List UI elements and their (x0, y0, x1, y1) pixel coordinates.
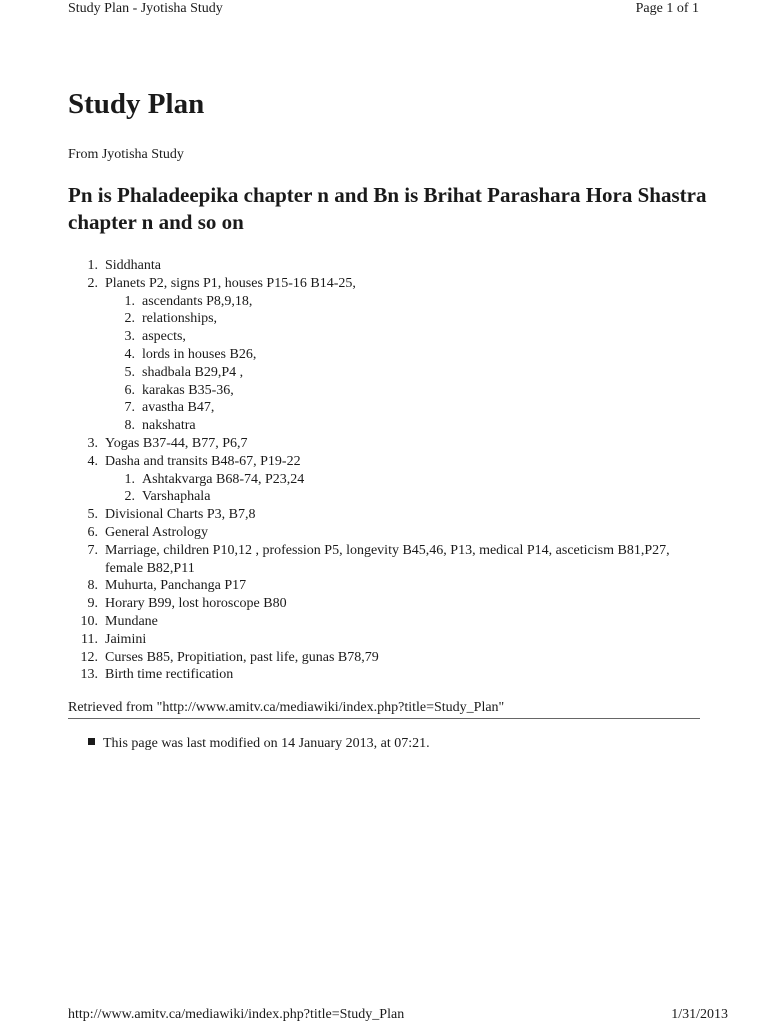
print-footer-date: 1/31/2013 (671, 1007, 728, 1022)
list-item-number: 4. (87, 453, 98, 469)
list-item (68, 435, 688, 453)
list-item (68, 577, 688, 595)
list-item-number: 2. (124, 489, 135, 505)
last-modified-text: This page was last modified on 14 January 2013, at 07:21. (103, 736, 430, 751)
list-item-text: nakshatra (142, 418, 196, 434)
list-item-number: 2. (87, 275, 98, 291)
list-item-text: Divisional Charts P3, B7,8 (105, 507, 256, 523)
list-item-text: aspects, (142, 329, 186, 345)
list-item (68, 506, 688, 524)
list-item (68, 542, 688, 578)
divider (68, 718, 700, 719)
list-item-number: 6. (87, 524, 98, 540)
list-item-text: Mundane (105, 613, 158, 629)
list-item-number: 10. (80, 613, 98, 629)
sub-list-item (68, 488, 688, 506)
sub-list-item (68, 399, 688, 417)
list-item-number: 4. (124, 346, 135, 362)
list-item (68, 595, 688, 613)
list-item-number: 7. (87, 542, 98, 558)
list-item (68, 524, 688, 542)
sub-list-item (68, 382, 688, 400)
list-item-text: Ashtakvarga B68-74, P23,24 (142, 471, 305, 487)
list-item-text: General Astrology (105, 524, 209, 540)
print-header-title: Study Plan - Jyotisha Study (68, 1, 223, 16)
list-item-number: 5. (87, 507, 98, 523)
sub-list-item (68, 417, 688, 435)
list-item-text: Jaimini (105, 631, 147, 647)
list-item-number: 1. (87, 258, 98, 273)
list-item-text: Siddhanta (105, 258, 161, 273)
list-item-text: Muhurta, Panchanga P17 (105, 578, 247, 594)
list-item-text: Varshaphala (142, 489, 211, 505)
list-item-number: 2. (124, 311, 135, 327)
sub-list-item (68, 346, 688, 364)
list-item-text: Planets P2, signs P1, houses P15-16 B14-25, (105, 275, 356, 291)
list-item-text: Marriage, children P10,12 , profession P5, longevity B45,46, P13, medical P14, asceticism B81,P27, female B82,P11 (105, 542, 670, 576)
sub-list-item (68, 328, 688, 346)
list-item-number: 3. (87, 435, 98, 451)
last-modified-item (88, 736, 430, 752)
list-item-text: ascendants P8,9,18, (142, 293, 253, 309)
page-title: Study Plan (68, 88, 205, 120)
site-subtitle: From Jyotisha Study (68, 147, 184, 162)
sub-list-item (68, 364, 688, 382)
list-item-text: Yogas B37-44, B77, P6,7 (105, 435, 248, 451)
list-item-number: 1. (124, 293, 135, 309)
list-item-number: 1. (124, 471, 135, 487)
list-item (68, 649, 688, 667)
list-item-text: Horary B99, lost horoscope B80 (105, 596, 287, 612)
list-item-text: shadbala B29,P4 , (142, 364, 244, 380)
list-item-number: 8. (124, 418, 135, 434)
list-item (68, 453, 688, 471)
list-item-number: 6. (124, 382, 135, 398)
study-plan-list (68, 257, 688, 684)
list-item (68, 613, 688, 631)
sub-list-item (68, 310, 688, 328)
list-item-number: 5. (124, 364, 135, 380)
sub-list-item (68, 293, 688, 311)
list-item (68, 666, 688, 684)
list-item-text: Birth time rectification (105, 667, 234, 683)
list-item-number: 12. (80, 649, 98, 665)
section-heading: Pn is Phaladeepika chapter n and Bn is Brihat Parashara Hora Shastra chapter n and so on (68, 183, 707, 234)
square-bullet-icon (88, 738, 95, 745)
list-item (68, 631, 688, 649)
list-item-text: lords in houses B26, (142, 346, 257, 362)
list-item-number: 7. (124, 400, 135, 416)
list-item-number: 11. (81, 631, 98, 647)
list-item (68, 275, 688, 293)
list-item-text: Dasha and transits B48-67, P19-22 (105, 453, 301, 469)
list-item-text: avastha B47, (142, 400, 215, 416)
retrieved-from-note: Retrieved from "http://www.amitv.ca/mediawiki/index.php?title=Study_Plan" (68, 700, 505, 715)
sub-list-item (68, 471, 688, 489)
list-item-text: Curses B85, Propitiation, past life, gunas B78,79 (105, 649, 379, 665)
list-item-number: 9. (87, 596, 98, 612)
list-item-number: 13. (80, 667, 98, 683)
print-header-page-number: Page 1 of 1 (635, 1, 699, 16)
list-item (68, 257, 688, 275)
list-item-number: 3. (124, 329, 135, 345)
list-item-text: relationships, (142, 311, 218, 327)
print-footer-url: http://www.amitv.ca/mediawiki/index.php?title=Study_Plan (68, 1007, 405, 1022)
list-item-text: karakas B35-36, (142, 382, 234, 398)
list-item-number: 8. (87, 578, 98, 594)
